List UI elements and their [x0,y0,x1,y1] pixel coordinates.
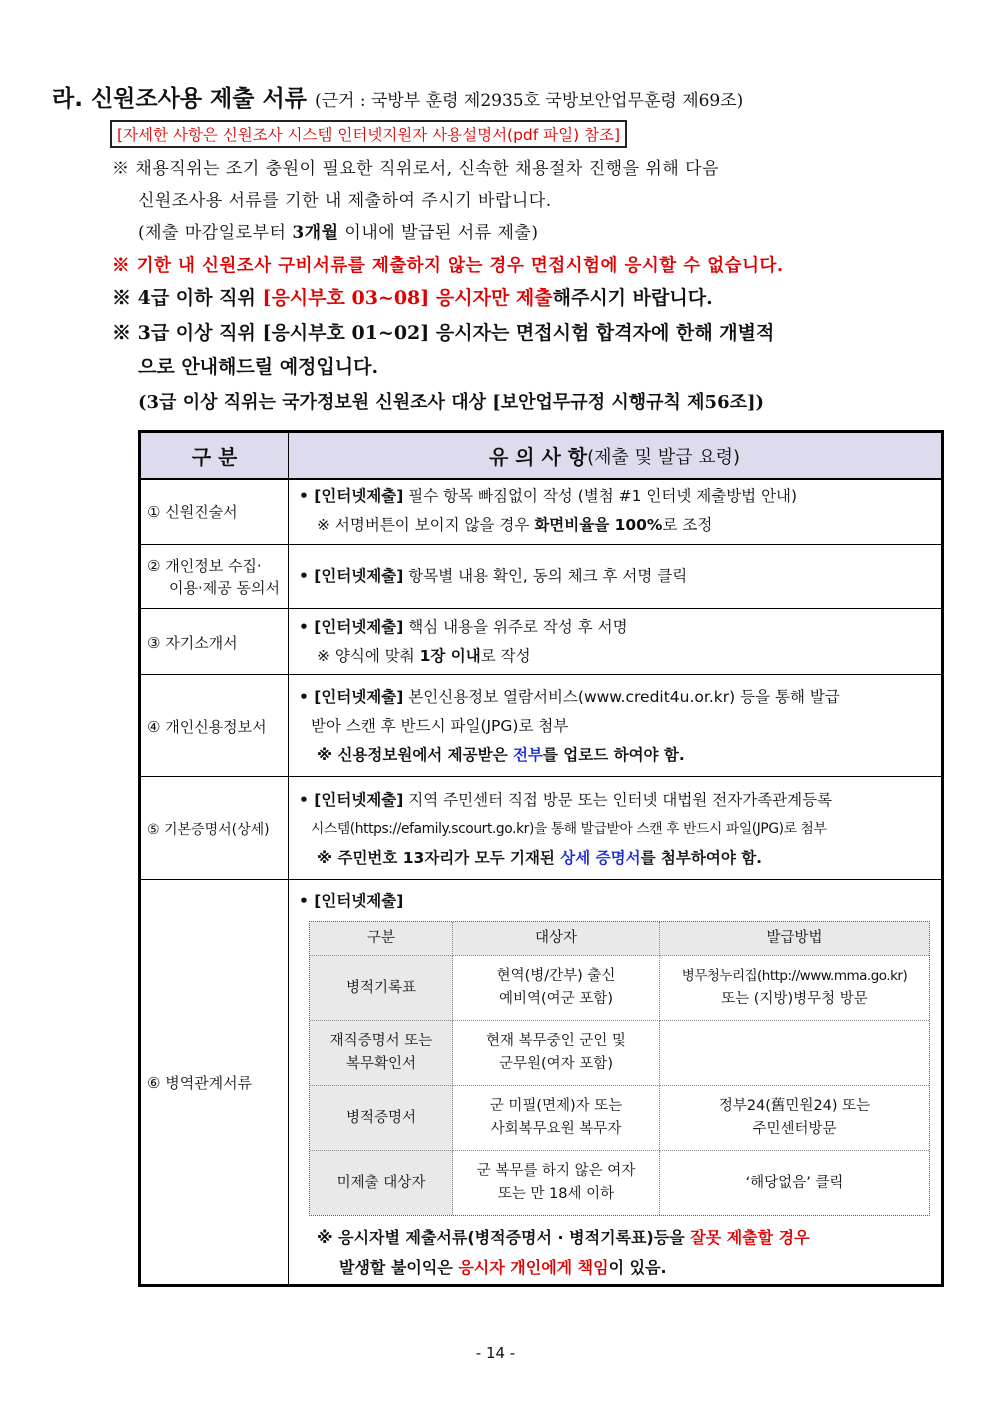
header-notes-rest: (제출 및 발급 요령) [587,446,741,468]
row-5-line-2: 시스템(https://efamily.scourt.go.kr)을 통해 발급받아 스캔 후 반드시 파일(JPG)로 첨부 [311,821,827,837]
row-divider [141,776,941,777]
row-2-text-1: 항목별 내용 확인, 동의 체크 후 서명 클릭 [403,567,688,585]
row-3-text-2a: ※ 양식에 맞춰 [317,647,420,665]
mil-method-record-2: 또는 (지방)병무청 방문 [721,991,868,1007]
mil-method-certificate-2: 주민센터방문 [752,1121,837,1137]
mil-type-employment [310,1021,453,1086]
mil-target-exempt-2: 또는 만 18세 이하 [497,1186,615,1202]
note-4-line-1: ※ 3급 이상 직위 [응시부호 01~02] 응시자는 면접시험 합격자에 한해 개별적 [112,322,775,344]
row-1-line-2 [317,511,712,540]
note-4-line-3: (3급 이상 직위는 국가정보원 신원조사 대상 [보안업무규정 시행규칙 제56조]) [138,392,765,413]
category-privacy-consent [141,546,288,608]
mil-method-certificate [660,1086,929,1151]
row-3-text-1: 핵심 내용을 위주로 작성 후 서명 [403,618,628,636]
row-divider [141,608,941,609]
internet-submission-tag: • [인터넷제출] [299,892,404,910]
row-6-warning-1 [317,1223,810,1252]
note-3-b: [응시부호 03~08] 응시자만 제출 [262,287,553,309]
mil-target-certificate-1: 군 미필(면제)자 또는 [489,1098,623,1114]
row-4-text-3a: ※ 신용정보원에서 제공받은 [317,746,513,764]
mil-method-employment [660,1021,929,1086]
mil-method-record-1: 병무청누리집(http://www.mma.go.kr) [681,968,908,984]
row-5-line-3 [317,844,762,873]
category-personal-statement: ① 신원진술서 [147,502,238,521]
mil-header-method: 발급방법 [660,922,929,956]
row-3-text-2b: 1장 이내 [419,647,481,665]
row-6-warning-2c: 이 있음. [608,1258,667,1277]
row-6-warning-2a: 발생할 불이익은 [339,1258,459,1277]
section-heading [52,80,743,113]
mil-method-certificate-1: 정부24(舊민원24) 또는 [718,1098,871,1114]
mil-target-employment-1: 현재 복무중인 군인 및 [486,1033,626,1049]
row-4-text-3b: 전부 [512,746,543,764]
military-documents-table [309,921,930,1216]
note-1-line-1: ※ 채용직위는 조기 충원이 필요한 직위로서, 신속한 채용절차 진행을 위해 다음 [112,159,720,179]
mil-type-employment-2: 복무확인서 [345,1056,417,1072]
mil-header-target: 대상자 [453,922,660,956]
mil-method-exempt: ‘해당없음’ 클릭 [745,1174,844,1191]
row-5-text-1: 지역 주민센터 직접 방문 또는 인터넷 대법원 전자가족관계등록 [403,791,833,809]
mil-target-employment [453,1021,660,1086]
internet-submission-tag: • [인터넷제출] [299,487,404,505]
mil-target-exempt-1: 군 복무를 하지 않은 여자 [476,1163,636,1179]
mil-target-certificate-2: 사회복무요원 복무자 [490,1121,622,1137]
row-3-text-2c: 로 작성 [480,647,531,665]
note-3-c: 해주시기 바랍니다. [552,287,713,309]
mil-target-exempt [453,1151,660,1215]
header-notes-bold: 유 의 사 항 [488,445,588,469]
row-4-text-1: 본인신용정보 열람서비스(www.credit4u.or.kr) 등을 통해 발급 [403,688,840,706]
row-6-warning-1b: 잘못 제출할 경우 [690,1228,810,1247]
internet-submission-tag: • [인터넷제출] [299,618,404,636]
mil-target-employment-2: 군무원(여자 포함) [499,1056,613,1072]
page-number: - 14 - [475,1344,516,1362]
mil-target-record [453,956,660,1021]
row-6-warning-2 [339,1253,667,1282]
category-privacy-consent-1: ② 개인정보 수집· [147,557,262,575]
note-4-line-2: 으로 안내해드릴 예정입니다. [138,356,379,378]
mil-type-exempt: 미제출 대상자 [310,1151,453,1215]
row-3-line-2 [317,642,531,671]
row-5-text-3a: ※ 주민번호 13자리가 모두 기재된 [317,849,561,867]
reference-note: [자세한 사항은 신원조사 시스템 인터넷지원자 사용설명서(pdf 파일) 참조] [110,120,627,148]
section-title: 라. 신원조사용 제출 서류 [52,86,307,112]
row-1-text-1: 필수 항목 빠짐없이 작성 (별첨 #1 인터넷 제출방법 안내) [403,487,798,505]
row-5-line-1 [299,786,832,815]
mil-type-record: 병적기록표 [310,956,453,1021]
row-divider [141,674,941,675]
document-requirements-table [138,430,944,1287]
row-5-text-3c: 를 첨부하여야 함. [640,849,763,867]
row-6-warning-1a: ※ 응시자별 제출서류(병적증명서 · 병적기록표)등을 [317,1228,691,1247]
note-1-line-3 [138,218,538,243]
mil-type-certificate: 병적증명서 [310,1086,453,1151]
internet-submission-tag: • [인터넷제출] [299,688,404,706]
mil-target-certificate [453,1086,660,1151]
category-credit-report: ④ 개인신용정보서 [147,717,267,736]
row-4-line-2: 받아 스캔 후 반드시 파일(JPG)로 첨부 [311,717,569,735]
note-1-line-3-b: 3개월 [292,223,339,243]
mil-target-record-1: 현역(병/간부) 출신 [496,968,616,984]
header-category: 구 분 [141,433,288,480]
note-3-a: ※ 4급 이하 직위 [112,287,263,309]
row-1-line-1 [299,482,797,511]
row-6-tag [299,887,403,916]
category-self-introduction: ③ 자기소개서 [147,633,238,652]
mil-method-record [660,956,929,1021]
note-1-line-3-a: (제출 마감일로부터 [138,223,293,243]
row-1-text-2a: ※ 서명버튼이 보이지 않을 경우 [317,516,535,534]
note-1-line-2: 신원조사용 서류를 기한 내 제출하여 주시기 바랍니다. [138,191,552,211]
row-4-line-3 [317,741,685,770]
column-divider [288,433,289,1284]
mil-target-record-2: 예비역(여군 포함) [499,991,613,1007]
row-6-warning-2b: 응시자 개인에게 책임 [458,1258,609,1277]
category-privacy-consent-2: 이용·제공 동의서 [169,579,280,597]
mil-header-type: 구분 [310,922,453,956]
internet-submission-tag: • [인터넷제출] [299,567,404,585]
row-1-text-2b: 화면비율을 100% [534,516,663,534]
row-3-line-1 [299,613,628,642]
note-1-line-3-c: 이내에 발급된 서류 제출) [338,223,539,243]
row-1-text-2c: 로 조정 [662,516,713,534]
row-divider [141,544,941,545]
row-2-line-1 [299,562,687,591]
mil-type-employment-1: 재직증명서 또는 [329,1033,433,1049]
row-5-text-3b: 상세 증명서 [560,849,641,867]
header-notes [288,433,941,480]
category-basic-certificate: ⑤ 기본증명서(상세) [147,821,270,838]
note-3 [112,283,713,310]
category-military-documents: ⑥ 병역관계서류 [147,1074,253,1092]
note-2: ※ 기한 내 신원조사 구비서류를 제출하지 않는 경우 면접시험에 응시할 수 없습니다. [112,256,784,276]
row-divider [141,879,941,880]
internet-submission-tag: • [인터넷제출] [299,791,404,809]
row-4-line-1 [299,683,840,712]
section-basis: (근거 : 국방부 훈령 제2935호 국방보안업무훈령 제69조) [314,91,744,111]
row-4-text-3c: 를 업로드 하여야 함. [542,746,685,764]
